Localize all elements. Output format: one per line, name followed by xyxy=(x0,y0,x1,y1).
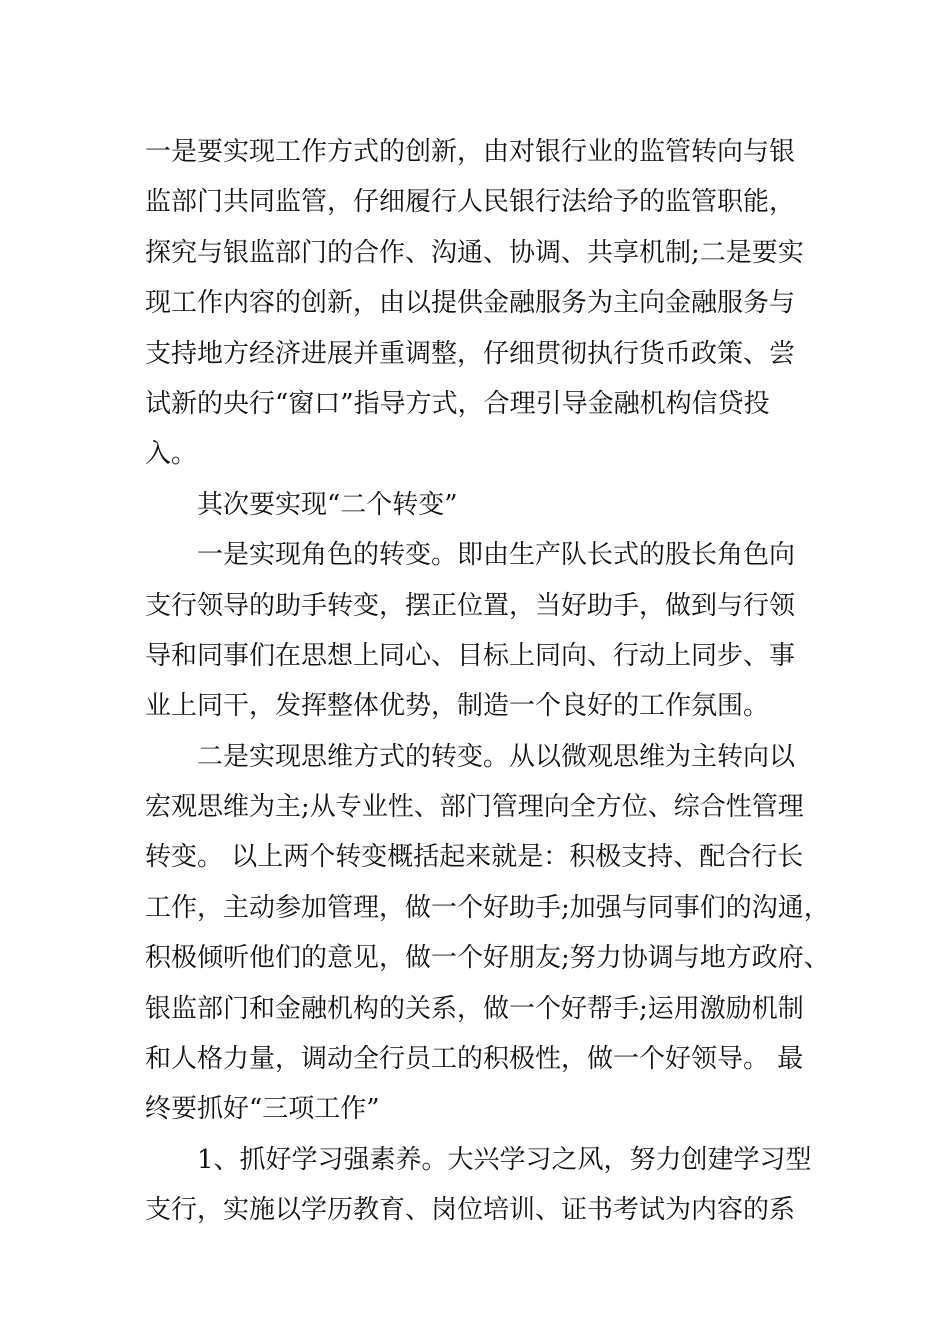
text-line: 业上同干，发挥整体优势，制造一个良好的工作氛围。 xyxy=(145,691,770,722)
text-line: 银监部门和金融机构的关系，做一个好帮手;运用激励机制 xyxy=(145,993,804,1024)
text-line: 积极倾听他们的意见，做一个好朋友;努力协调与地方政府、 xyxy=(145,943,830,974)
text-line: 支行领导的助手转变，摆正位置，当好助手，做到与行领 xyxy=(145,590,796,621)
document-body xyxy=(145,127,830,1236)
text-line: 现工作内容的创新，由以提供金融服务为主向金融服务与 xyxy=(145,288,796,319)
text-line: 探究与银监部门的合作、沟通、协调、共享机制;二是要实 xyxy=(145,237,804,268)
text-line: 宏观思维为主;从专业性、部门管理向全方位、综合性管理 xyxy=(145,792,804,823)
text-line: 1、抓好学习强素养。大兴学习之风，努力创建学习型 xyxy=(197,1144,812,1175)
text-line: 工作，主动参加管理，做一个好助手;加强与同事们的沟通， xyxy=(145,892,830,923)
text-line: 支行，实施以学历教育、岗位培训、证书考试为内容的系 xyxy=(145,1195,796,1226)
text-line: 一是实现角色的转变。即由生产队长式的股长角色向 xyxy=(197,540,796,571)
text-line: 和人格力量，调动全行员工的积极性，做一个好领导。 最 xyxy=(145,1044,804,1075)
text-line: 转变。 以上两个转变概括起来就是：积极支持、配合行长 xyxy=(145,842,804,873)
text-line: 一是要实现工作方式的创新，由对银行业的监管转向与银 xyxy=(145,137,796,167)
text-line: 入。 xyxy=(145,439,198,470)
text-line: 终要抓好“三项工作” xyxy=(145,1094,380,1125)
text-line: 监部门共同监管，仔细履行人民银行法给予的监管职能， xyxy=(145,187,796,218)
text-line: 试新的央行“窗口”指导方式，合理引导金融机构信贷投 xyxy=(145,388,770,419)
text-line: 支持地方经济进展并重调整，仔细贯彻执行货币政策、尝 xyxy=(145,338,796,369)
text-line: 导和同事们在思想上同心、目标上同向、行动上同步、事 xyxy=(145,640,796,671)
section-heading: 其次要实现“二个转变” xyxy=(197,489,458,520)
text-line: 二是实现思维方式的转变。从以微观思维为主转向以 xyxy=(197,741,796,772)
